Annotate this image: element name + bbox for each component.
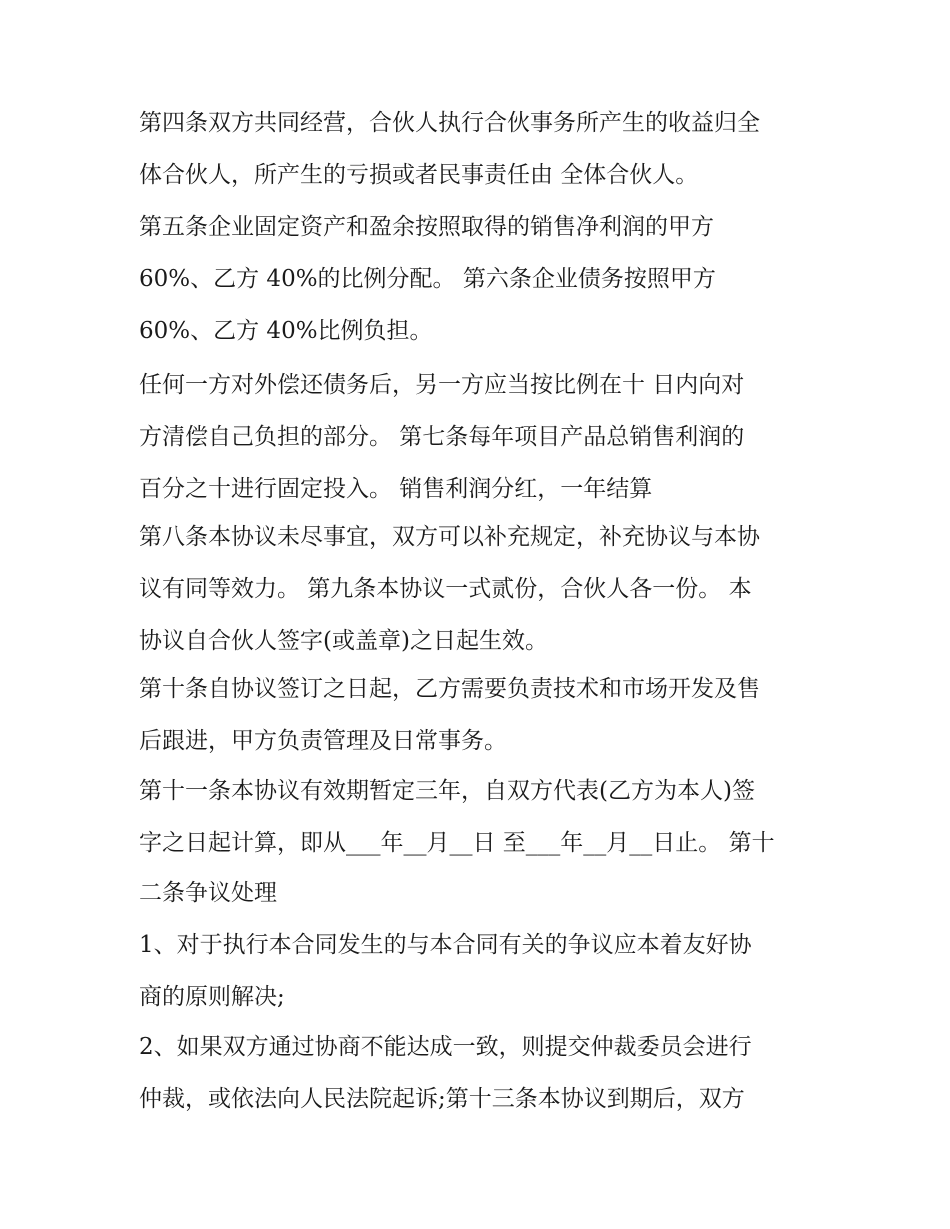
text-line: 60%、乙方 40%的比例分配。 第六条企业债务按照甲方: [139, 266, 716, 292]
text-line: 仲裁，或依法向人民法院起诉;第十三条本协议到期后，双方: [139, 1086, 745, 1112]
text-line: 1、对于执行本合同发生的与本合同有关的争议应本着友好协: [139, 932, 752, 958]
text-line: 二条争议处理: [139, 880, 277, 906]
text-line: 第四条双方共同经营，合伙人执行合伙事务所产生的收益归全: [139, 110, 760, 136]
text-line: 第八条本协议未尽事宜，双方可以补充规定，补充协议与本协: [139, 524, 760, 550]
text-line: 2、如果双方通过协商不能达成一致，则提交仲裁委员会进行: [139, 1034, 752, 1060]
text-line: 60%、乙方 40%比例负担。: [139, 318, 433, 344]
text-line: 字之日起计算，即从___年__月__日 至___年__月__日止。 第十: [139, 830, 775, 856]
text-line: 体合伙人，所产生的亏损或者民事责任由 全体合伙人。: [139, 162, 699, 188]
text-line: 百分之十进行固定投入。 销售利润分红，一年结算: [139, 476, 653, 502]
text-line: 议有同等效力。 第九条本协议一式贰份，合伙人各一份。 本: [139, 576, 752, 602]
text-line: 方清偿自己负担的部分。 第七条每年项目产品总销售利润的: [139, 424, 745, 450]
text-line: 任何一方对外偿还债务后，另一方应当按比例在十 日内向对: [139, 372, 745, 398]
text-line: 第十一条本协议有效期暂定三年，自双方代表(乙方为本人)签: [139, 778, 755, 804]
text-line: 后跟进，甲方负责管理及日常事务。: [139, 728, 507, 754]
text-line: 第十条自协议签订之日起，乙方需要负责技术和市场开发及售: [139, 676, 760, 702]
text-line: 第五条企业固定资产和盈余按照取得的销售净利润的甲方: [139, 214, 714, 240]
text-line: 商的原则解决;: [139, 984, 285, 1010]
text-line: 协议自合伙人签字(或盖章)之日起生效。: [139, 628, 548, 654]
